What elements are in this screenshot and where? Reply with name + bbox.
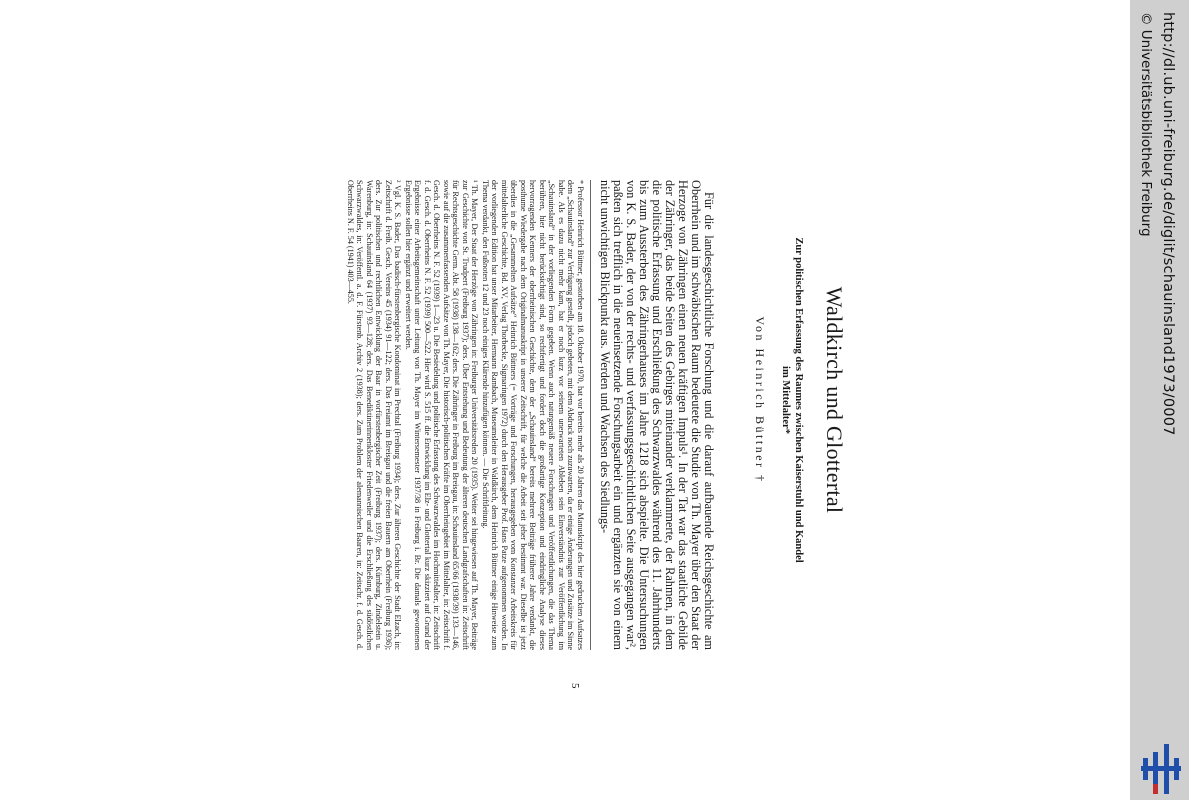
article-subtitle (779, 0, 805, 800)
subtitle-line-2: im Mittelalter* (780, 366, 791, 434)
subtitle-line-1: Zur politischen Erfassung des Raumes zwischen Kaiserstuhl und Kandel (793, 237, 804, 563)
footnote-1: ¹ Th. Mayer, Der Staat der Herzöge von Zähringen in: Freiburger Universitätsreden 20 (1935). Weiter sei hingewiesen auf Th. Mayer, Beiträge zur Geschichte von St. Trudpert (Freiburg 1937); ders. Über Entstehung und Bedeutung der älteren deutschen Landgrafschaften in: Zeitschrift für Rechtsgeschichte Germ. Abt. 58 (1938) 138—162; ders. Die Zähringer in Freiburg im Breisgau, in: Schauinsland 65/66 (1938/39) 133—146, sowie auf die zusammenfassenden Aufsätze von Th. Mayer, Die historisch-politischen Kräfte im Oberrheingebiet im Mittelalter, in: Zeitschrift f. Gesch. d. Oberrheins N. F. 52 (1939) 1—23 u. Die Besiedelung und politische Erfassung des Schwarzwaldes im Hochmittelalter, in: Zeitschrift f. d. Gesch. d. Oberrheins N. F. 52 (1939) 500—522. Hier wird S. 515 ff. die Entwicklung im Elz- und Glottertal kurz skizziert auf Grund der Ergebnisse einer Arbeitsgemeinschaft unter Leitung von Th. Mayer im Wintersemester 1937/38 in Freiburg i. Br. Die damals gewonnenen Ergebnisse sollen hier ergänzt und erweitert werden. (404, 180, 480, 650)
article-author: Von Heinrich Büttner † (753, 316, 767, 484)
footnote-2: ² Vgl. K. S. Bader, Das badisch-fürstenbergische Kondominat im Prechtal (Freiburg 1934); ders. Zur älteren Geschichte der Stadt Elzach, in: Zeitschrift d. Freib. Gesch. Vereins 45 (1934) 91—122; ders. Das Freiamt im Breisgau und die freien Bauern am Oberrhein (Freiburg 1936); ders. Zur politischen und rechtlichen Entwicklung der Baar in vorfürstenbergischer Zeit (Freiburg 1937); ders. Kürnburg, Zindelstein u. Warenburg, in: Schauinsland 64 (1937) 93—128; ders. Das Benediktinerinnenkloster Friedenweiler und die Erschließung des südöstlichen Schwarzwaldes, in: Veröffentl. a. d. F. Fürstenb. Archiv 2 (1938); ders. Zum Problem der alemannischen Baaren, in: Zeitschr. f. d. Gesch. d. Oberrheins N. F. 54 (1941) 403—455. (346, 180, 403, 650)
banner-text-rotated (1130, 0, 1189, 800)
ub-freiburg-logo-icon (1141, 744, 1181, 794)
source-url-link[interactable]: http://dl.ub.uni-freiburg.de/diglit/schauinsland1973/0007 (1160, 12, 1176, 436)
article-title: Waldkirch und Glottertal (822, 286, 847, 514)
footnote-asterisk: * Professor Heinrich Büttner, gestorben am 18. Oktober 1970, hat vor bereits mehr als 20 Jahren das Manuskript des hier gedruckten Aufsatzes dem „Schauinsland“ zur Verfügung gestellt, jedoch gebeten, mit dem Abdruck noch zuzuwarten, da er einige Änderungen und Zusätze im Sinne habe. Als es dazu nicht mehr kam, hat er noch kurz vor seinem unerwarteten Ableben sein Einverständnis zur Veröffentlichung im „Schauinsland“ in der vorliegenden Form gegeben. Wenn auch naturgemäß neuere Forschungen und Veröffentlichungen, die das Thema berühren, hier nicht berücksichtigt sind, so rechtfertigt und fordert doch die großartige Konzeption und eindringliche Analyse dieses hervorragenden Kenners der oberrheinischen Geschichte, dem der „Schauinsland“ bereits mehrere Beiträge früherer Jahre verdankt, die posthume Wiedergabe nach dem Originalmanuskript in unserer Zeitschrift, für welche die Arbeit seit jeher bestimmt war. Dieselbe ist jetzt überdies in die „Gesammelten Aufsätze“ Heinrich Büttners (= Vorträge und Forschungen, herausgegeben vom Konstanzer Arbeitskreis für mittelalterliche Geschichte, Bd. XV, Verlag Thorbecke, Sigmaringen 1972) durch den Herausgeber Prof. Hans Patze aufgenommen worden. In der vorliegenden Edition hat unser Mitarbeiter, Hermann Rambach, Museumsleiter in Waldkirch, dem Heinrich Büttner einige Hinweise zum Thema verdankt, den Fußnoten 12 und 23 noch einiges Klärende hinzufügen können. — Die Schriftleitung. (481, 180, 585, 650)
copyright-notice: © Universitätsbibliothek Freiburg (1138, 12, 1154, 237)
footnote-divider (590, 180, 591, 650)
page-number: 5 (569, 683, 581, 689)
footnotes (345, 180, 586, 650)
library-banner (1130, 0, 1189, 800)
page-content-rotated (195, 0, 915, 800)
body-paragraph: Für die landesgeschichtliche Forschung und die darauf aufbauende Reichsgeschichte am Oberrhein und im schwäbischen Raum bedeutete die Studie von Th. Mayer über den Staat der Herzoge von Zähringen einen neuen kräftigen Impuls¹. In der Tat war das staatliche Gebilde der Zähringer, das beide Seiten des Gebirges miteinander verklammerte, der Rahmen, in dem die politische Erfassung und Erschließung des Schwarzwaldes während des 11. Jahrhunderts bis zum Aussterben des Zähringerhauses im Jahre 1218 sich abspielte. Die Untersuchungen von K. S. Bader, der von der rechts- und verfassungsgeschichtlichen Seite ausgegangen war², paßten sich trefflich in die neueinsetzende Forschungsarbeit ein und ergänzten sie von einem nicht unwichtigen Blickpunkt aus. Werden und Wachsen des Siedlungs- (598, 180, 716, 650)
